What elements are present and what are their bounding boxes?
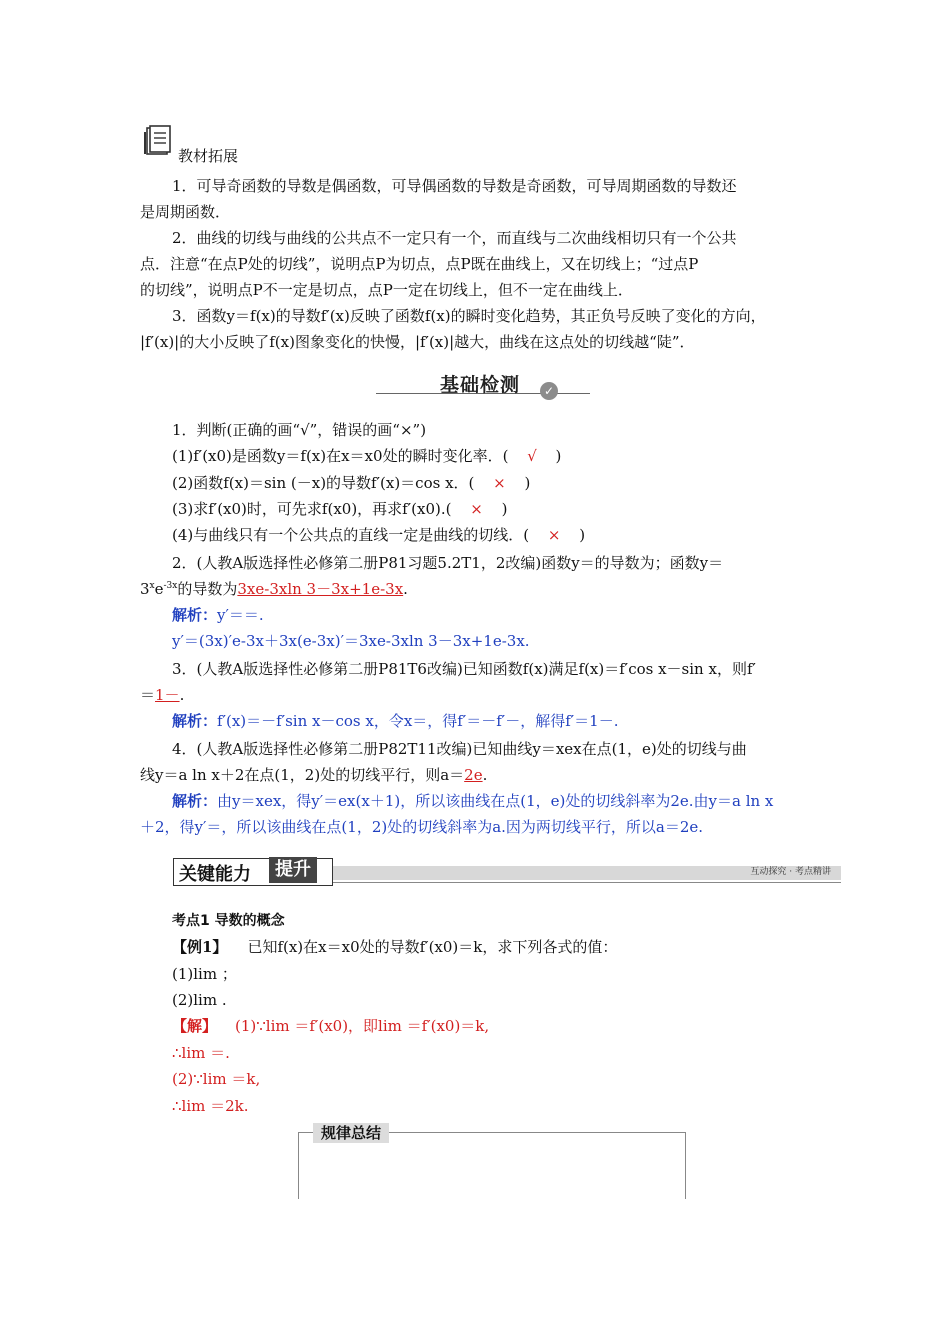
q2-solution-2: y′＝(3x)′e-3x＋3x(e-3x)′＝3xe-3xln 3－3x+1e-3x. <box>172 632 530 650</box>
q2-sol-1-text: y′＝＝. <box>217 606 264 624</box>
example-sub-1: (1)lim ； <box>172 965 237 983</box>
solution-3: (2)∵lim ＝k, <box>172 1070 261 1088</box>
solution-4: ∴lim ＝2k. <box>172 1097 249 1115</box>
expand-p2c: 的切线”，说明点P不一定是切点，点P一定在切线上，但不一定在曲线上． <box>140 281 633 299</box>
q2-sol-label: 解析： <box>172 606 218 624</box>
q2-answer: 3xe-3xln 3－3x+1e-3x <box>237 580 404 598</box>
expand-p2b: 点．注意“在点P处的切线”，说明点P为切点，点P既在曲线上，又在切线上；“过点P <box>140 255 699 273</box>
q1-1-text: (1)f′(x0)是函数y＝f(x)在x＝x0处的瞬时变化率．( <box>172 447 509 465</box>
key-ability-header <box>173 858 841 888</box>
q3-answer: 1－ <box>155 686 180 704</box>
expand-p3a: 3．函数y＝f(x)的导数f′(x)反映了函数f(x)的瞬时变化趋势，其正负号反映了变化的方向， <box>172 307 766 325</box>
q1-3-text: (3)求f′(x0)时，可先求f(x0)，再求f′(x0).( <box>172 500 452 518</box>
q3-line1: 3．(人教A版选择性必修第二册P81T6改编)已知函数f(x)满足f(x)＝f′cos x－sin x，则f′ <box>172 660 756 678</box>
q4-answer: 2e <box>464 766 483 784</box>
q3-solution <box>172 710 618 732</box>
q1-3-answer: × <box>470 500 483 518</box>
expand-p1b: 是周期函数． <box>140 203 231 221</box>
expand-p2a: 2．曲线的切线与曲线的公共点不一定只有一个，而直线与二次曲线相切只有一个公共 <box>172 229 737 247</box>
q1-2-answer: × <box>493 474 506 492</box>
header-right-title: 提升 <box>269 857 317 883</box>
q2-line1: 2．(人教A版选择性必修第二册P81习题5.2T1，2改编)函数y＝的导数为；函数y＝ <box>172 554 724 572</box>
solution-1-text: (1)∵lim ＝f′(x0)，即lim ＝f′(x0)＝k, <box>235 1017 490 1035</box>
q1-3 <box>172 498 507 520</box>
q2-text: 的导数为 <box>177 580 238 598</box>
q1-4-answer: × <box>547 526 561 544</box>
q4-sol-1-text: 由y＝xex，得y′＝ex(x＋1)，所以该曲线在点(1，e)处的切线斜率为2e.由y＝a ln x <box>217 792 774 810</box>
q1-3-close: ) <box>501 500 508 518</box>
book-icon <box>141 124 175 158</box>
rule-summary-title: 规律总结 <box>313 1123 389 1143</box>
solution-1 <box>172 1015 489 1037</box>
q1-2-text: (2)函数f(x)＝sin (－x)的导数f′(x)＝cos x．( <box>172 474 475 492</box>
q4-line1: 4．(人教A版选择性必修第二册P82T11改编)已知曲线y＝xex在点(1，e)处的切线与曲 <box>172 740 747 758</box>
q1-1 <box>172 445 561 467</box>
expand-title: 教材拓展 <box>178 147 239 165</box>
q4-sol-label: 解析： <box>172 792 218 810</box>
q1-1-answer: √ <box>527 447 537 465</box>
q1-4 <box>172 524 585 546</box>
header-left-title: 关键能力 <box>179 864 251 885</box>
q2-expr: $3^xe^{-3x}$ <box>140 580 178 598</box>
q1-stem: 1．判断(正确的画“√”，错误的画“×”) <box>172 421 427 439</box>
q3-eq: ＝ <box>140 686 156 704</box>
expand-p1a: 1．可导奇函数的导数是偶函数，可导偶函数的导数是奇函数，可导周期函数的导数还 <box>172 177 737 195</box>
q1-4-close: ) <box>579 526 586 544</box>
q4-solution-1 <box>172 790 773 812</box>
solution-label: 【解】 <box>172 1017 218 1035</box>
q2-solution-1 <box>172 604 264 626</box>
example-sub-2: (2)lim . <box>172 991 227 1009</box>
example-label: 【例1】 <box>172 938 228 956</box>
basic-banner <box>376 366 590 400</box>
header-rule <box>333 882 841 883</box>
example-text: 已知f(x)在x＝x0处的导数f′(x0)＝k，求下列各式的值： <box>247 938 618 956</box>
header-tag: 互动探究 · 考点精讲 <box>750 867 831 877</box>
check-circle-icon: ✓ <box>540 382 558 400</box>
q3-line2: ＝1－. <box>140 686 185 704</box>
q4-text: 线y＝a ln x＋2在点(1，2)处的切线平行，则a＝ <box>140 766 465 784</box>
solution-2: ∴lim ＝. <box>172 1044 230 1062</box>
q1-1-close: ) <box>555 447 562 465</box>
q1-2 <box>172 472 530 494</box>
rule-summary-box <box>298 1124 686 1199</box>
q1-2-close: ) <box>524 474 531 492</box>
q3-sol-text: f′(x)＝－f′sin x－cos x，令x＝，得f′＝－f′－，解得f′＝1－. <box>217 712 619 730</box>
banner-title: 基础检测 <box>440 374 521 396</box>
q4-line2: 线y＝a ln x＋2在点(1，2)处的切线平行，则a＝2e. <box>140 766 488 784</box>
q2-line2: $3^xe^{-3x}$的导数为3xe-3xln 3－3x+1e-3x. <box>140 580 408 598</box>
q3-sol-label: 解析： <box>172 712 218 730</box>
example-1 <box>172 936 617 958</box>
expand-p3b: |f′(x)|的大小反映了f(x)图象变化的快慢，|f′(x)|越大，曲线在这点处的切线越“陡”． <box>140 333 695 351</box>
q1-4-text: (4)与曲线只有一个公共点的直线一定是曲线的切线．( <box>172 526 530 544</box>
topic-title: 考点1 导数的概念 <box>172 913 285 929</box>
q4-solution-2: ＋2，得y′＝，所以该曲线在点(1，2)处的切线斜率为a.因为两切线平行，所以a＝2e. <box>140 818 704 836</box>
